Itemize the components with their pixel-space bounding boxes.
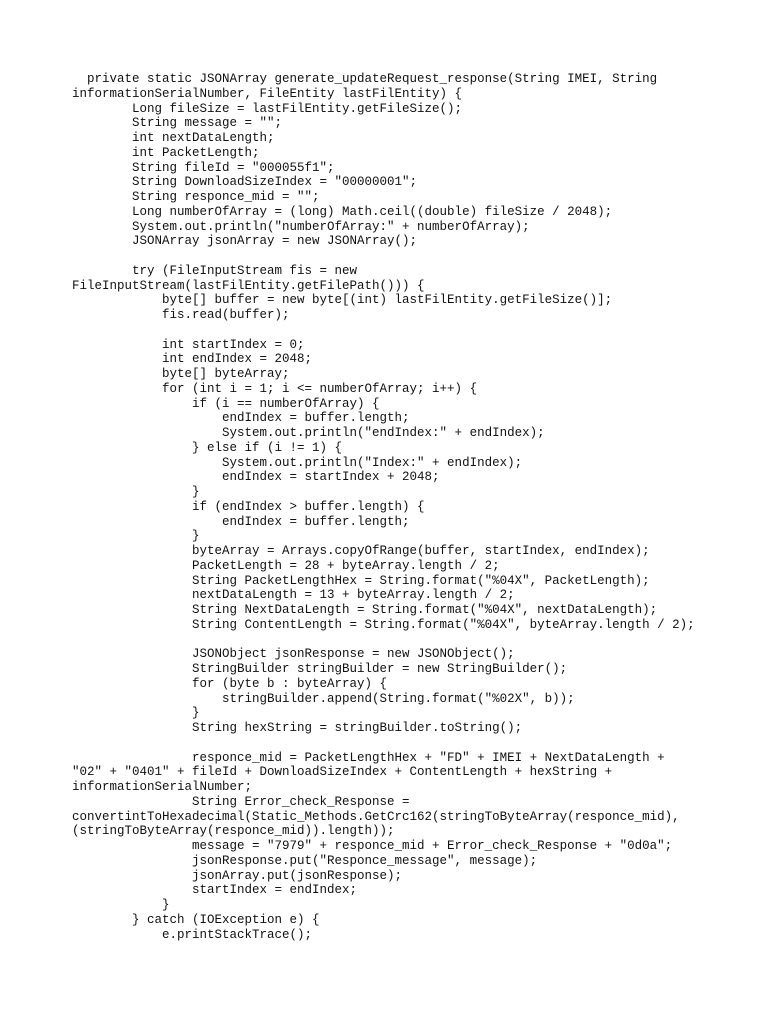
code-line: e.printStackTrace(); [72, 927, 313, 942]
code-line: stringBuilder.append(String.format("%02X", b)); [72, 691, 575, 706]
code-line: PacketLength = 28 + byteArray.length / 2; [72, 558, 500, 573]
code-line [72, 323, 752, 338]
code-line: Long fileSize = lastFilEntity.getFileSize(); [72, 101, 463, 116]
code-line: message = "7979" + responce_mid + Error_check_Response + "0d0a"; [72, 839, 673, 853]
code-line [72, 633, 752, 648]
code-line: String PacketLengthHex = String.format("%04X", PacketLength); [72, 573, 650, 588]
code-line: String Error_check_Response = [72, 794, 410, 809]
code-line: if (i == numberOfArray) { [72, 396, 380, 411]
code-line: String message = ""; [72, 116, 283, 131]
code-line: JSONArray jsonArray = new JSONArray(); [72, 234, 418, 249]
code-line: String responce_mid = ""; [72, 190, 320, 204]
code-line: if (endIndex > buffer.length) { [72, 499, 425, 514]
code-line: int PacketLength; [72, 145, 260, 160]
code-line: String fileId = "000055f1"; [72, 160, 335, 175]
code-line: FileInputStream(lastFilEntity.getFilePath())) { [72, 278, 425, 293]
code-line: String ContentLength = String.format("%04X", byteArray.length / 2); [72, 617, 695, 632]
code-line: endIndex = buffer.length; [72, 411, 410, 426]
code-line: startIndex = endIndex; [72, 883, 358, 898]
code-line: for (int i = 1; i <= numberOfArray; i++) { [72, 381, 478, 396]
code-line: String hexString = stringBuilder.toString(); [72, 721, 523, 735]
code-line: JSONObject jsonResponse = new JSONObject(); [72, 647, 515, 662]
code-line: Long numberOfArray = (long) Math.ceil((double) fileSize / 2048); [72, 204, 613, 219]
code-line: } [72, 529, 200, 544]
code-line: int startIndex = 0; [72, 337, 305, 352]
code-listing [72, 72, 752, 942]
code-line: } [72, 485, 200, 499]
code-line [72, 736, 752, 751]
code-line [72, 249, 752, 264]
code-line: System.out.println("Index:" + endIndex); [72, 455, 523, 470]
code-line: nextDataLength = 13 + byteArray.length / 2; [72, 588, 515, 603]
code-line: try (FileInputStream fis = new [72, 263, 358, 278]
code-line: } [72, 898, 170, 912]
code-line: for (byte b : byteArray) { [72, 676, 388, 691]
code-line: convertintToHexadecimal(Static_Methods.GetCrc162(stringToByteArray(responce_mid), [72, 809, 680, 824]
code-line: endIndex = buffer.length; [72, 514, 410, 529]
code-line: int endIndex = 2048; [72, 352, 313, 367]
code-line: responce_mid = PacketLengthHex + "FD" + IMEI + NextDataLength + [72, 750, 665, 765]
code-line: private static JSONArray generate_updateRequest_response(String IMEI, String [72, 72, 658, 86]
code-line: } [72, 706, 200, 721]
code-line: int nextDataLength; [72, 131, 275, 145]
code-line: jsonArray.put(jsonResponse); [72, 868, 403, 883]
code-line: byteArray = Arrays.copyOfRange(buffer, startIndex, endIndex); [72, 544, 650, 558]
code-line: informationSerialNumber; [72, 780, 253, 794]
code-line: System.out.println("endIndex:" + endIndex); [72, 426, 545, 440]
code-line: informationSerialNumber, FileEntity lastFilEntity) { [72, 86, 463, 101]
code-line: byte[] byteArray; [72, 367, 290, 381]
code-line: byte[] buffer = new byte[(int) lastFilEntity.getFileSize()]; [72, 293, 613, 308]
code-line: (stringToByteArray(responce_mid)).length)); [72, 824, 395, 839]
code-line: } else if (i != 1) { [72, 440, 343, 455]
code-line: String NextDataLength = String.format("%04X", nextDataLength); [72, 603, 658, 617]
code-line: "02" + "0401" + fileId + DownloadSizeIndex + ContentLength + hexString + [72, 765, 613, 780]
code-line: System.out.println("numberOfArray:" + numberOfArray); [72, 219, 530, 234]
code-line: jsonResponse.put("Responce_message", message); [72, 853, 538, 868]
code-line: fis.read(buffer); [72, 308, 290, 322]
code-line: StringBuilder stringBuilder = new StringBuilder(); [72, 662, 568, 676]
code-line: String DownloadSizeIndex = "00000001"; [72, 175, 418, 190]
code-line: } catch (IOException e) { [72, 912, 320, 927]
code-line: endIndex = startIndex + 2048; [72, 470, 440, 485]
